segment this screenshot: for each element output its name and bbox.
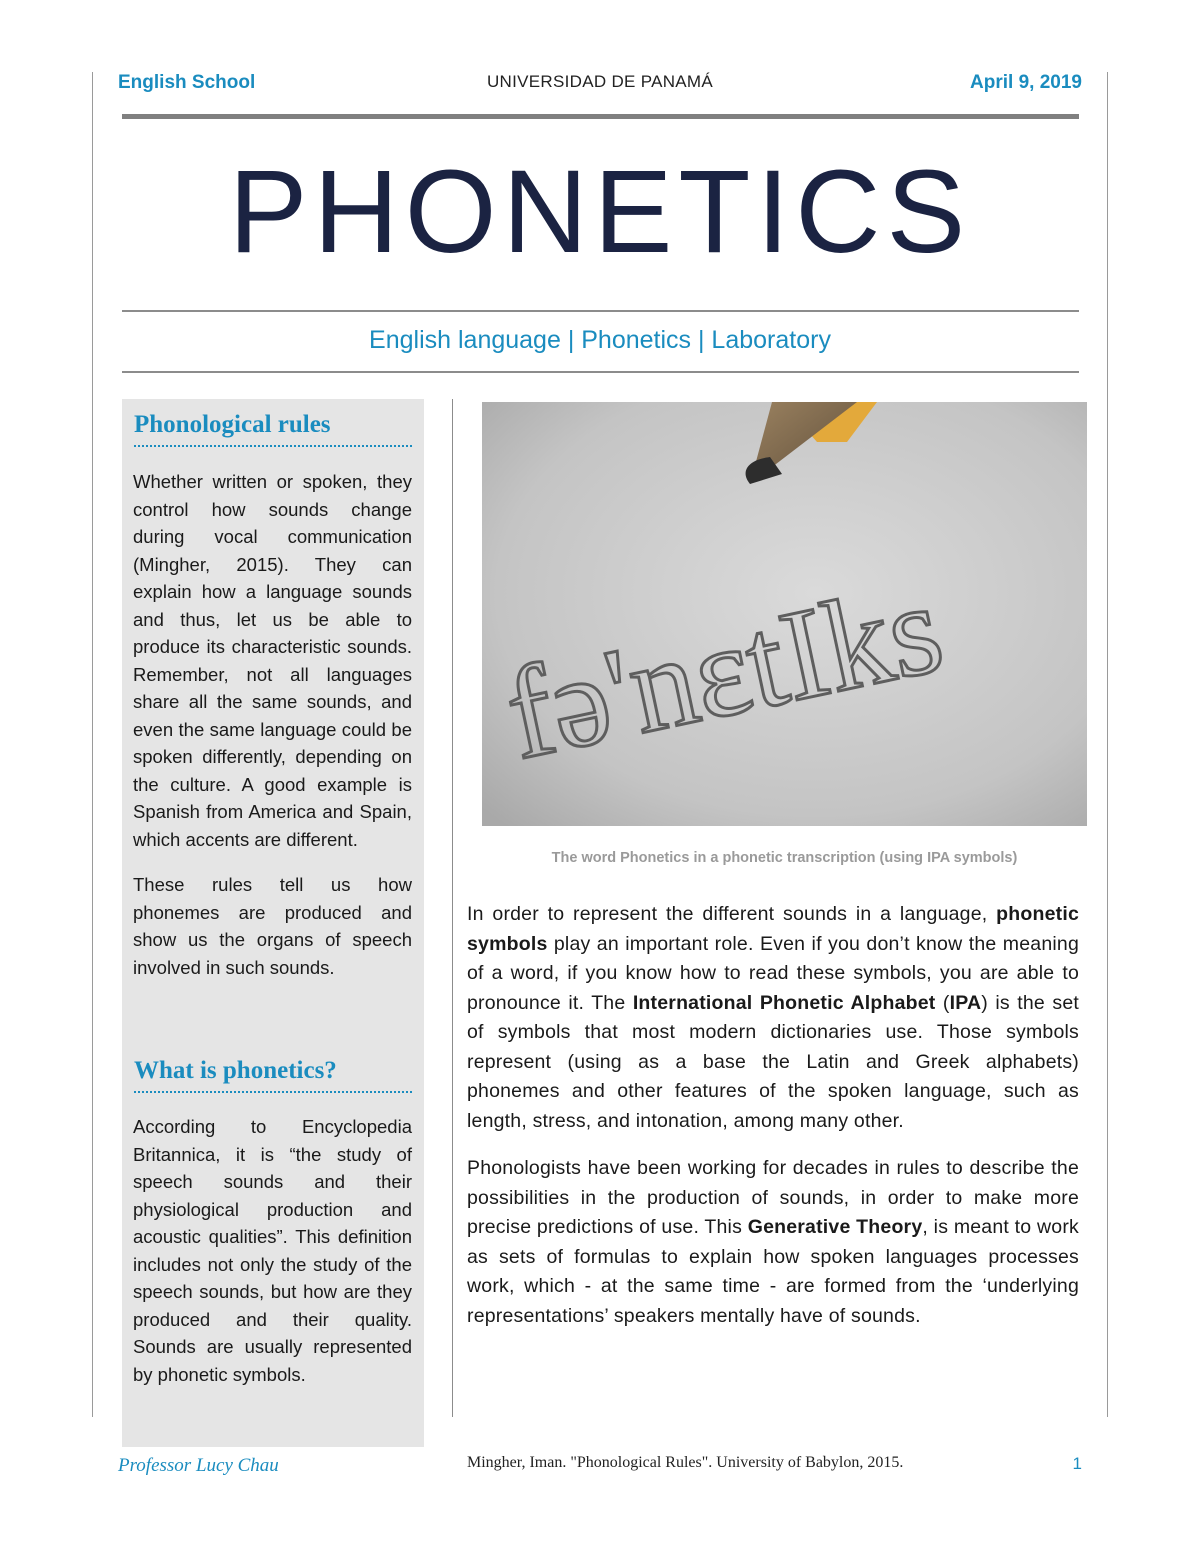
- header-university: UNIVERSIDAD DE PANAMÁ: [486, 72, 714, 91]
- bold-term: phonetic symbols: [467, 903, 1079, 955]
- footer-page-number: 1: [1072, 1454, 1082, 1473]
- main-article: [467, 900, 1079, 1349]
- footer-citation: Mingher, Iman. "Phonological Rules". University of Babylon, 2015.: [467, 1454, 904, 1471]
- header-rule: [122, 114, 1079, 119]
- footer-author: Professor Lucy Chau: [118, 1455, 279, 1476]
- sidebar-section-what-is-phonetics: [133, 1113, 412, 1406]
- text-span: In order to represent the different sounds in a language,: [467, 903, 997, 925]
- header-school: English School: [118, 72, 256, 93]
- bold-term: IPA: [949, 991, 982, 1014]
- bold-term: Generative Theory: [747, 1216, 923, 1238]
- pencil-photo: [482, 402, 1087, 826]
- header-date: April 9, 2019: [970, 72, 1082, 93]
- main-paragraph-ipa: [467, 900, 1079, 1136]
- handwritten-phonetic-word: fə'nɛtIks: [494, 555, 954, 788]
- text-span: ) is the set of symbols that most modern dictionaries use. Those symbols represent (using as a base the Latin and Greek alphabets) phonemes and other features of the spoken language, such as length, stress, and intonation, among many other.: [467, 991, 1079, 1132]
- sidebar-heading-what-is-phonetics: What is phonetics?: [134, 1057, 412, 1093]
- main-paragraph-generative-theory: [467, 1154, 1079, 1331]
- page-title: PHONETICS: [228, 146, 972, 278]
- bold-term: International Phonetic Alphabet: [632, 991, 936, 1014]
- sidebar-paragraph: These rules tell us how phonemes are produced and show us the organs of speech involved in such sounds.: [133, 874, 412, 978]
- sidebar: [122, 399, 424, 1447]
- title-rule-top: [122, 310, 1079, 312]
- text-span: , is meant to work as sets of formulas to explain how spoken languages processes work, which - at the same time - are formed from the ‘underlying representations’ speakers mentally have of sounds.: [467, 1216, 1079, 1327]
- text-span: (: [935, 991, 950, 1014]
- sidebar-paragraph: Whether written or spoken, they control how sounds change during vocal communication (Mingher, 2015). They can explain how a language sounds and thus, let us be able to produce its characteristic sounds. Remember, not all languages share all the same sounds, and even the same language could be spoken differently, depending on the culture. A good example is Spanish from America and Spain, which accents are different.: [133, 471, 412, 850]
- pencil-photo-illustration: [482, 402, 1087, 826]
- text-span: Phonologists have been working for decades in rules to describe the possibilities in the production of sounds, in order to make more precise predictions of use. This: [467, 1157, 1079, 1238]
- sidebar-section-phonological-rules: [133, 468, 412, 999]
- page-subtitle: English language | Phonetics | Laboratory: [369, 326, 831, 354]
- title-rule-bottom: [122, 371, 1079, 373]
- column-divider: [452, 399, 453, 1417]
- figure-caption: The word Phonetics in a phonetic transcription (using IPA symbols): [551, 850, 1018, 866]
- sidebar-paragraph: According to Encyclopedia Britannica, it is “the study of speech sounds and their physiological production and acoustic qualities”. This definition includes not only the study of the speech sounds, but how are they produced and their quality. Sounds are usually represented by phonetic symbols.: [133, 1116, 412, 1385]
- sidebar-heading-phonological-rules: Phonological rules: [134, 411, 412, 447]
- text-span: play an important role. Even if you don’t know the meaning of a word, if you know how to read these symbols, you are able to pronounce it. The: [467, 932, 1079, 1014]
